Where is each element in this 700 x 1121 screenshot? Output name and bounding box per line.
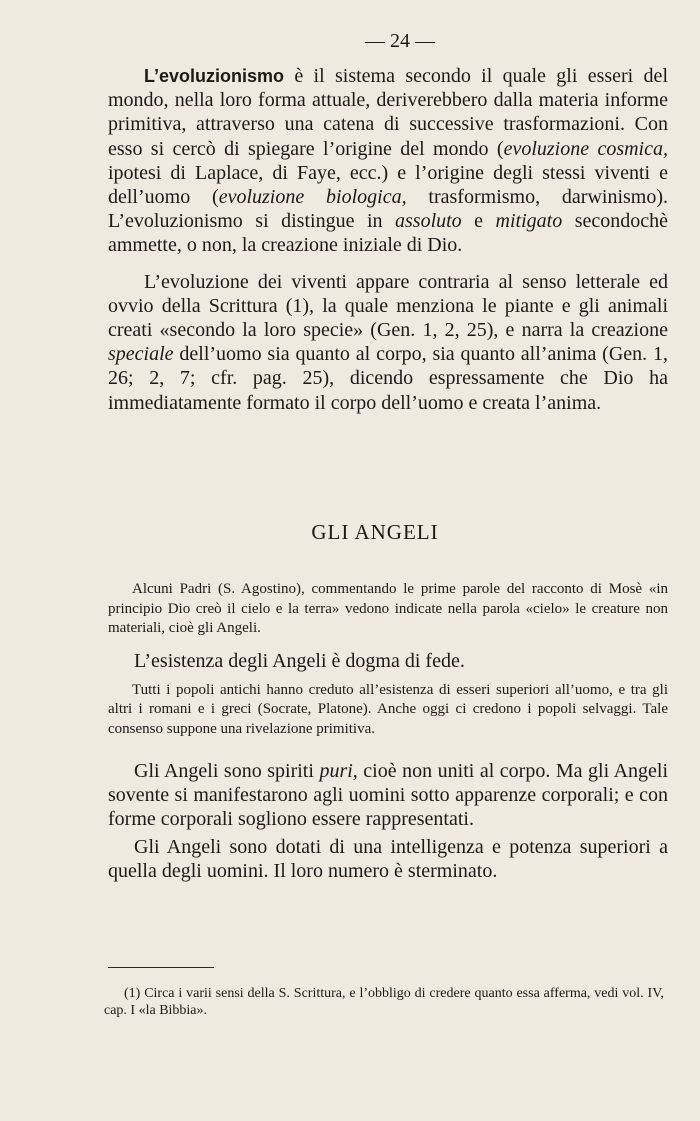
emphasis: evoluzione cosmica, xyxy=(503,137,668,160)
page-number: — 24 — xyxy=(365,30,435,52)
paragraph-intelligenza: Gli Angeli sono dotati di una intelligenza e potenza superiori a quella degli uomini. Il loro numero è sterminato. xyxy=(108,836,668,882)
paragraph-dogma: L’esistenza degli Angeli è dogma di fede. xyxy=(134,649,465,672)
emphasis: speciale xyxy=(108,343,174,366)
paragraph-spiriti xyxy=(108,759,668,831)
text-run: è il sistema secondo il quale gli esseri del mondo, nella loro forma attuale, deriverebbero dalla materia informe primitiva, attraverso una catena di successive trasformazioni. Con esso si cercò di spiegare l’origine del mondo ( xyxy=(108,65,668,160)
text-run: cioè non uniti al corpo. Ma gli Angeli sovente si manifestarono agli uomini sotto apparenze corporali; e con forme corporali sogliono essere rappresentati. xyxy=(108,760,669,830)
section-title: GLI ANGELI xyxy=(311,520,439,544)
text-run: ipotesi di Laplace, di Faye, ecc.) e l’origine degli stessi viventi e dell’uomo ( xyxy=(108,161,668,209)
paragraph-padri: Alcuni Padri (S. Agostino), commentando le prime parole del racconto di Mosè «in principio Dio creò il cielo e la terra» vedono indicate nella parola «cielo» le creature non materiali, cioè gli Angeli. xyxy=(108,581,668,636)
emphasis: mitigato xyxy=(495,210,563,233)
emphasis: evoluzione biologica, xyxy=(218,186,407,209)
paragraph-popoli: Tutti i popoli antichi hanno creduto all’esistenza di esseri superiori all’uomo, e tra gli altri i romani e i greci (Socrate, Platone). Anche oggi ci credono i popoli selvaggi. Tale consenso suppone una rivelazione primitiva. xyxy=(108,681,668,737)
text-run: L’evoluzione dei viventi appare contraria al senso letterale ed ovvio della Scrittura (1), la quale menziona le piante e gli animali creati «secondo la loro specie» (Gen. 1, 2, 25), e narra la creazione xyxy=(108,270,668,342)
intro-section xyxy=(108,64,668,427)
term-evoluzionismo: L’evoluzionismo xyxy=(144,66,285,86)
paragraph-evoluzione-viventi xyxy=(108,270,668,415)
text-run: Gli Angeli sono spiriti xyxy=(134,760,320,782)
text-run: dell’uomo sia quanto al corpo, sia quanto all’anima (Gen. 1, 26; 2, 7; cfr. pag. 25), dicendo espressamente che Dio ha immediatamente formato il corpo dell’uomo e creata l’anima. xyxy=(108,343,668,414)
text-run: e xyxy=(461,210,496,233)
text-run: secondochè ammette, o non, la creazione iniziale di Dio. xyxy=(108,210,668,257)
footnote-divider xyxy=(108,967,214,968)
paragraph-evoluzionismo xyxy=(108,64,668,258)
text-run: trasformismo, darwinismo). L’evoluzionismo si distingue in xyxy=(108,186,669,233)
angels-section xyxy=(108,580,668,883)
emphasis: assoluto xyxy=(395,210,462,233)
emphasis: puri, xyxy=(319,760,358,782)
footnote: (1) Circa i varii sensi della S. Scrittura, e l’obbligo di credere quanto essa afferma, vedi vol. IV, cap. I «la Bibbia». xyxy=(104,986,664,1018)
